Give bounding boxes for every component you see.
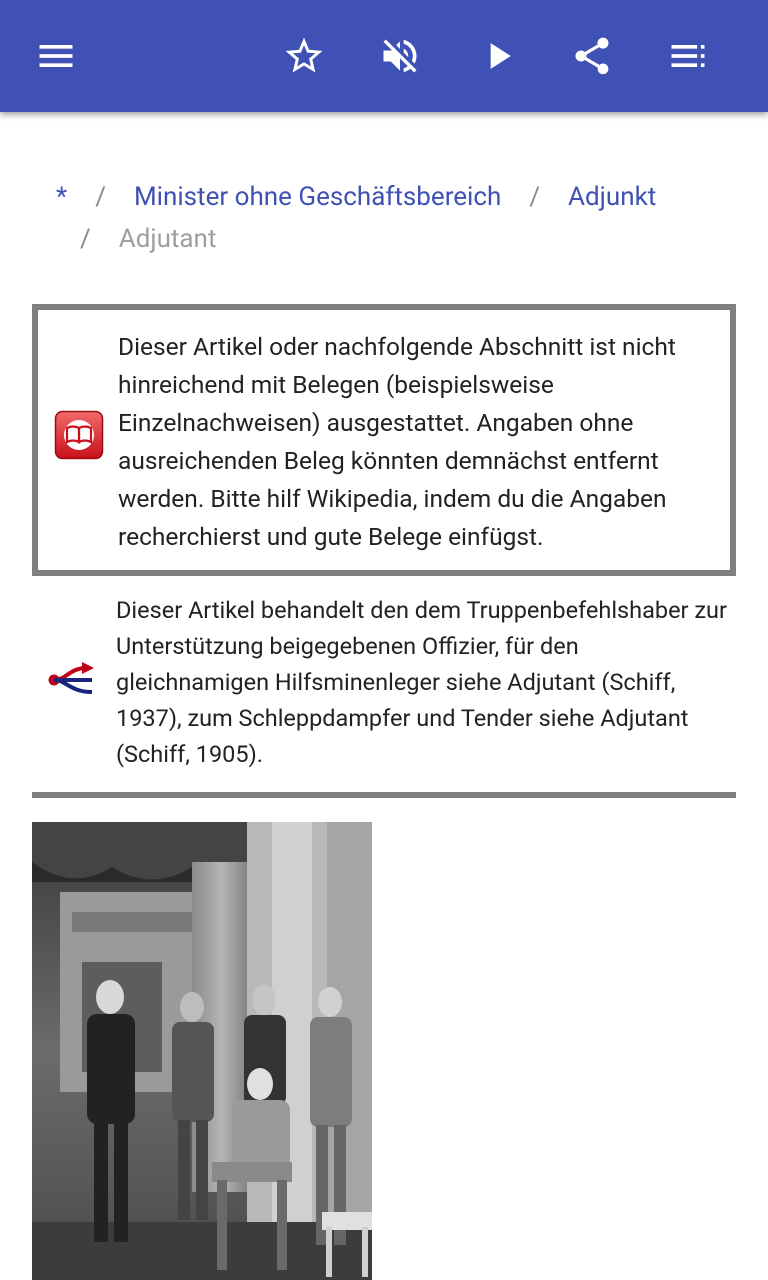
breadcrumb-separator: / — [80, 224, 91, 254]
mute-button[interactable] — [372, 28, 428, 84]
breadcrumb-current: Adjutant — [118, 224, 217, 254]
breadcrumb-link-adjunkt[interactable]: Adjunkt — [568, 182, 657, 212]
disambiguation-icon — [46, 660, 100, 700]
article-photo[interactable] — [32, 822, 372, 1280]
share-button[interactable] — [564, 28, 620, 84]
breadcrumb-separator: / — [95, 182, 106, 212]
breadcrumb-link-minister[interactable]: Minister ohne Geschäftsbereich — [133, 182, 502, 212]
citation-needed-notice — [32, 304, 736, 576]
hatnote-text: Dieser Artikel behandelt den dem Truppenbefehlshaber zur Unterstützung beigegebenen Offizier, für den gleichnamigen Hilfsminenleger siehe Adjutant (Schiff, 1937), zum Schleppdampfer und Tender siehe Adjutant (Schiff, 1905). — [116, 596, 727, 768]
play-icon — [476, 34, 520, 78]
breadcrumb-separator: / — [529, 182, 541, 212]
volume-off-icon — [378, 34, 422, 78]
list-icon — [666, 34, 710, 78]
app-bar — [0, 0, 768, 112]
menu-button[interactable] — [28, 28, 84, 84]
play-button[interactable] — [470, 28, 526, 84]
breadcrumb — [56, 176, 746, 260]
breadcrumb-link-root[interactable]: * — [56, 182, 68, 212]
favorite-button[interactable] — [276, 28, 332, 84]
notice-text: Dieser Artikel oder nachfolgende Abschnitt ist nicht hinreichend mit Belegen (beispielsweise Einzelnachweisen) ausgestattet. Angaben ohne ausreichenden Beleg könnten demnächst entfernt werden. Bitte hilf Wikipedia, indem du die Angaben recherchierst und gute Belege einfügst. — [118, 332, 676, 551]
book-warning-icon — [54, 410, 104, 460]
table-of-contents-button[interactable] — [660, 28, 716, 84]
disambiguation-hatnote — [32, 592, 736, 798]
share-icon — [570, 34, 614, 78]
hamburger-menu-icon — [34, 34, 78, 78]
group-photo-image — [32, 822, 372, 1280]
star-outline-icon — [282, 34, 326, 78]
